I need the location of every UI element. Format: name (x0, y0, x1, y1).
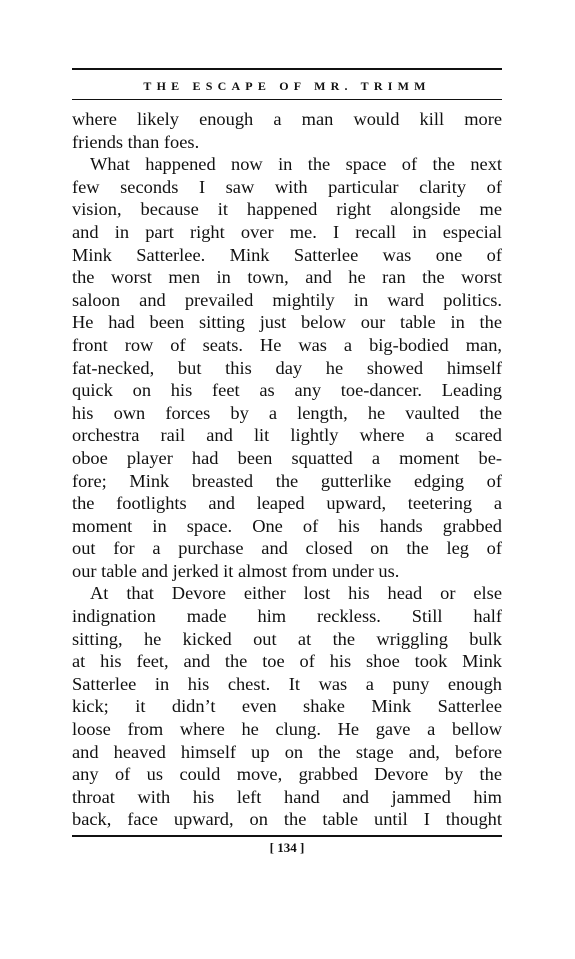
text-line: oboe player had been squatted a moment be- (72, 447, 502, 468)
text-line: indignation made him reckless. Still half (72, 606, 502, 627)
text-line: our table and jerked it almost from under us. (72, 560, 400, 581)
text-line: moment in space. One of his hands grabbed (72, 515, 502, 536)
text-line: and heaved himself up on the stage and, before (72, 741, 502, 762)
text-line: quick on his feet as any toe-dancer. Leading (72, 380, 502, 401)
text-line: orchestra rail and lit lightly where a scared (72, 425, 502, 446)
text-line: few seconds I saw with particular clarity of (72, 176, 502, 197)
text-line: Mink Satterlee. Mink Satterlee was one of (72, 244, 502, 265)
text-line: fore; Mink breasted the gutterlike edging of (72, 470, 502, 491)
page-number: [ 134 ] (269, 840, 305, 855)
text-line: throat with his left hand and jammed him (72, 786, 502, 807)
text-line: friends than foes. (72, 131, 200, 152)
text-line: the footlights and leaped upward, teetering a (72, 493, 502, 514)
book-page (72, 68, 502, 856)
text-line: where likely enough a man would kill more (72, 109, 502, 129)
text-line: kick; it didn’t even shake Mink Satterlee (72, 696, 502, 717)
text-line: any of us could move, grabbed Devore by the (72, 764, 502, 785)
body-text (72, 108, 502, 831)
text-line: his own forces by a length, he vaulted the (72, 402, 502, 423)
text-line: at his feet, and the toe of his shoe took Mink (72, 651, 502, 672)
text-line: vision, because it happened right alongside me (72, 199, 502, 220)
running-head: THE ESCAPE OF MR. TRIMM (143, 79, 431, 93)
text-line: Satterlee in his chest. It was a puny enough (72, 673, 502, 694)
header-rule (72, 99, 502, 100)
text-line: out for a purchase and closed on the leg of (72, 538, 502, 559)
text-line: and in part right over me. I recall in especial (72, 221, 502, 242)
text-line: At that Devore either lost his head or else (90, 583, 502, 604)
text-line: front row of seats. He was a big-bodied man, (72, 334, 502, 355)
text-line: What happened now in the space of the next (90, 154, 502, 175)
text-line: back, face upward, on the table until I thought (72, 809, 502, 830)
text-line: sitting, he kicked out at the wriggling bulk (72, 628, 502, 649)
text-line: He had been sitting just below our table in the (72, 312, 502, 333)
text-line: saloon and prevailed mightily in ward politics. (72, 289, 502, 310)
text-line: the worst men in town, and he ran the worst (72, 267, 502, 288)
text-line: loose from where he clung. He gave a bellow (72, 719, 502, 740)
text-line: fat-necked, but this day he showed himself (72, 357, 502, 378)
